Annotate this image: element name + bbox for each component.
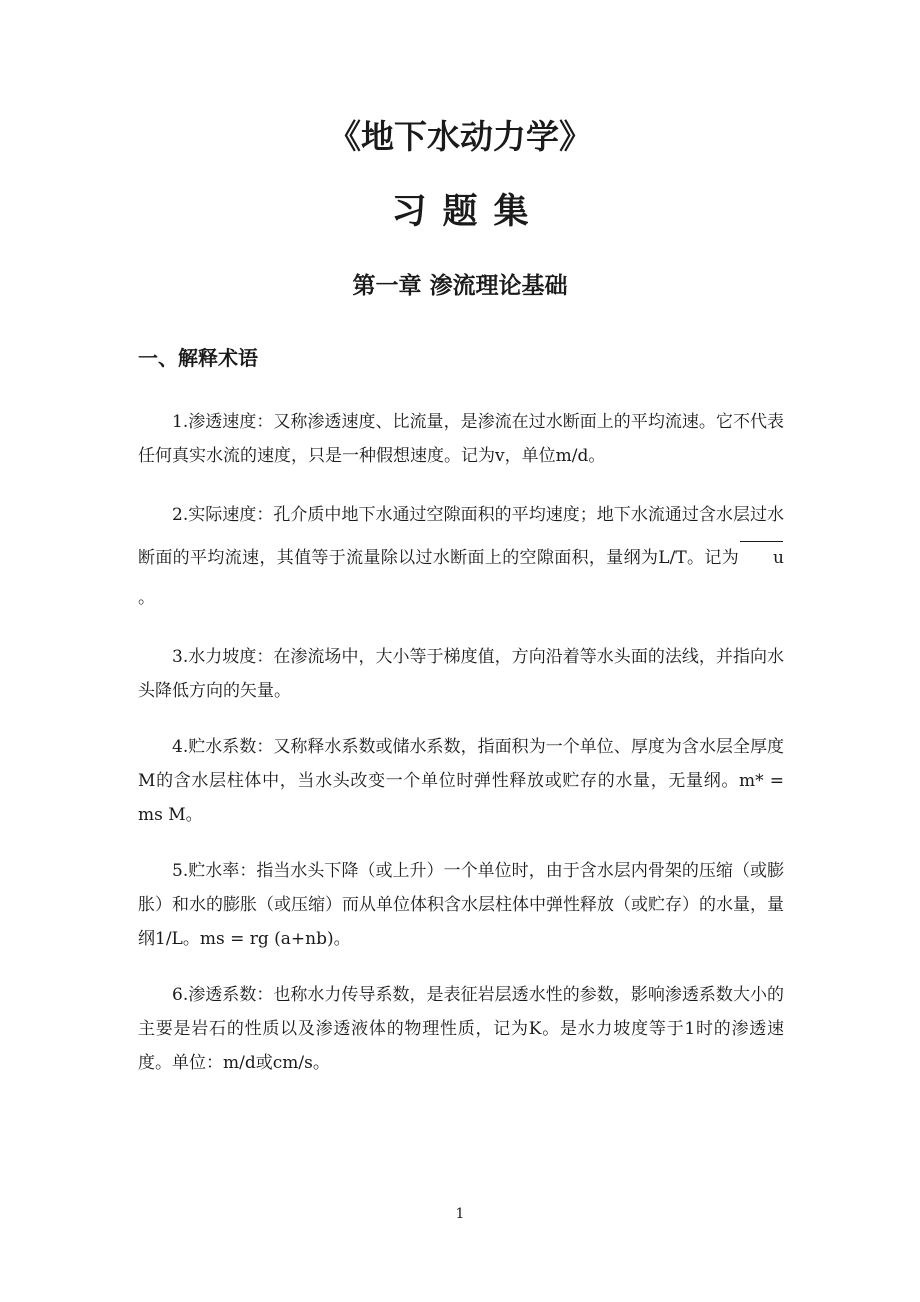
term-number: 1. <box>172 412 189 432</box>
page-number: 1 <box>455 1206 465 1222</box>
term-text: 贮水系数：又称释水系数或储水系数，指面积为一个单位、厚度为含水层全厚度M的含水层柱体中，当水头改变一个单位时弹性释放或贮存的水量，无量纲。m* = ms M。 <box>138 737 784 825</box>
term-number: 4. <box>172 737 189 757</box>
term-text: 渗透系数：也称水力传导系数，是表征岩层透水性的参数，影响渗透系数大小的主要是岩石的性质以及渗透液体的物理性质，记为K。是水力坡度等于1时的渗透速度。单位：m/d或cm/s。 <box>138 985 784 1073</box>
chapter-heading: 第一章 渗流理论基础 <box>352 273 568 299</box>
term-number: 5. <box>172 861 189 881</box>
term-item-1 <box>138 405 784 473</box>
term-item-6 <box>138 978 784 1080</box>
document-subtitle: 习题集 <box>391 192 545 232</box>
term-number: 2. <box>172 505 189 525</box>
terms-list <box>138 405 784 1102</box>
term-text: 水力坡度：在渗流场中，大小等于梯度值，方向沿着等水头面的法线，并指向水头降低方向的矢量。 <box>138 647 784 701</box>
term-item-3 <box>138 640 784 708</box>
section-heading: 一、解释术语 <box>138 346 258 370</box>
term-text: 贮水率：指当水头下降（或上升）一个单位时，由于含水层内骨架的压缩（或膨胀）和水的膨胀（或压缩）而从单位体积含水层柱体中弹性释放（或贮存）的水量，量纲1/L。ms = rg (a+nb)。 <box>138 861 784 949</box>
document-title: 《地下水动力学》 <box>328 117 592 156</box>
term-item-2 <box>138 495 784 618</box>
term-number: 6. <box>172 985 189 1005</box>
term-number: 3. <box>172 647 189 667</box>
term-text: 渗透速度：又称渗透速度、比流量，是渗流在过水断面上的平均流速。它不代表任何真实水流的速度，只是一种假想速度。记为v，单位m/d。 <box>138 412 784 466</box>
term-text: 实际速度：孔介质中地下水通过空隙面积的平均速度；地下水流通过含水层过水断面的平均流速，其值等于流量除以过水断面上的空隙面积，量纲为L/T。记为 <box>138 505 784 568</box>
term-text-end: 。 <box>138 588 155 608</box>
average-velocity-symbol: u <box>739 535 784 578</box>
term-item-4 <box>138 730 784 832</box>
term-item-5 <box>138 854 784 956</box>
